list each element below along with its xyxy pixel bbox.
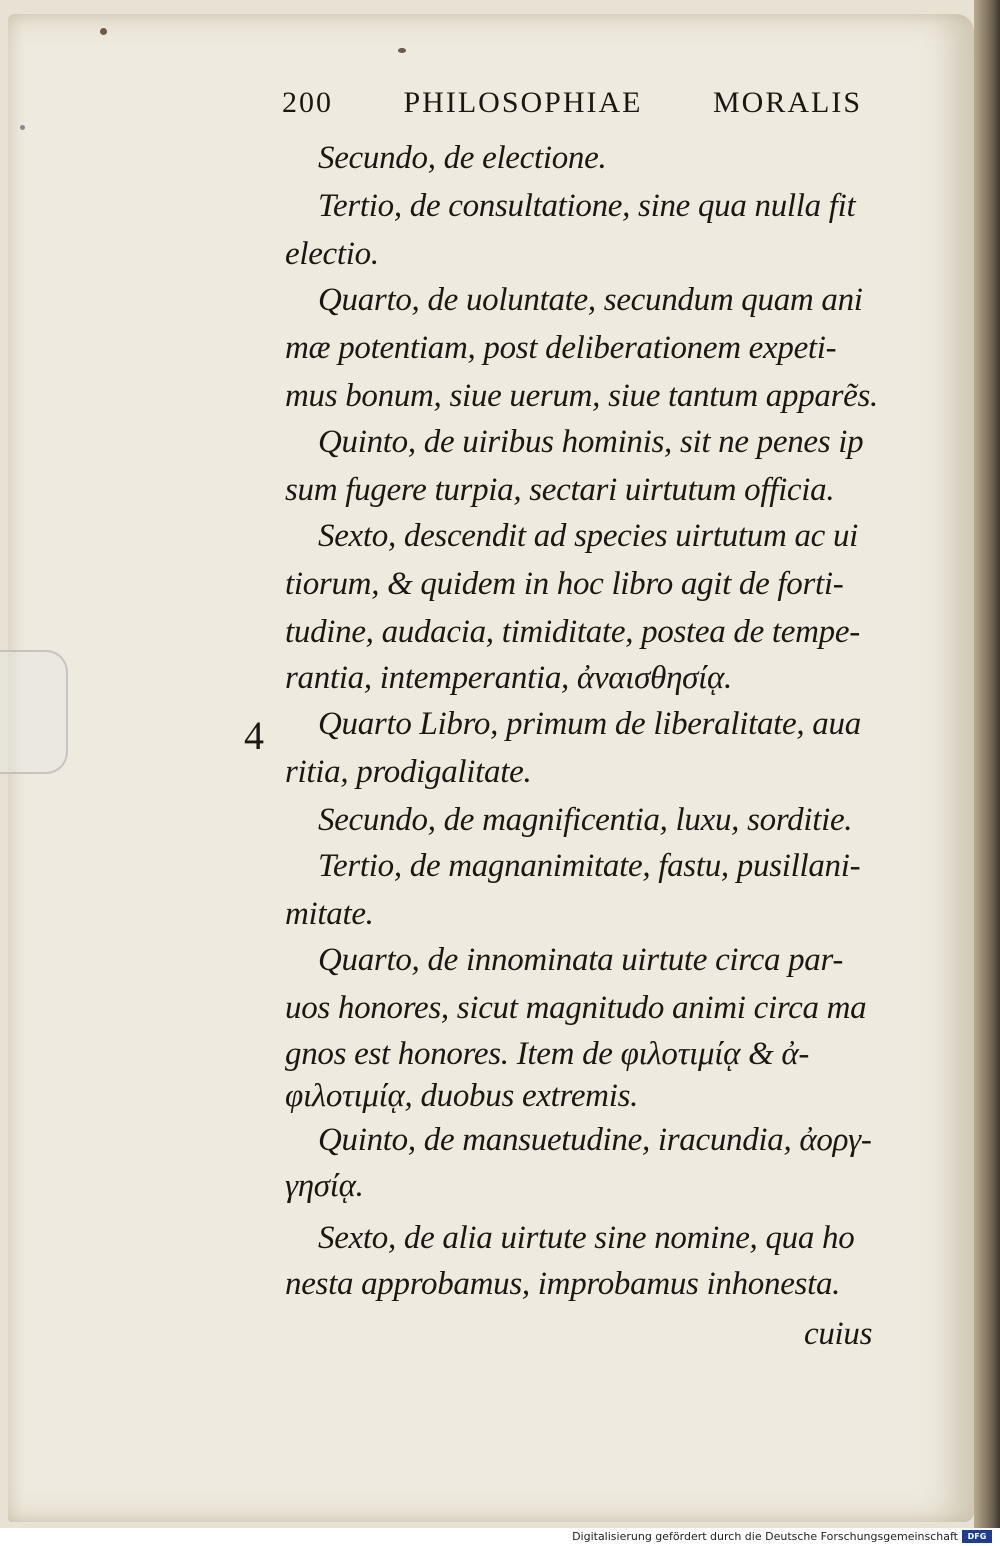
text-line: γησίᾳ.: [285, 1168, 364, 1204]
text-line: Quarto, de uoluntate, secundum quam ani: [318, 282, 863, 318]
dfg-logo: DFG: [962, 1530, 992, 1543]
text-line: mitate.: [285, 896, 374, 932]
page-edge-shadow: [974, 0, 1000, 1528]
text-line: Tertio, de magnanimitate, fastu, pusillani-: [318, 848, 861, 884]
running-title-part-1: PHILOSOPHIAE: [403, 86, 643, 119]
text-line: sum fugere turpia, sectari uirtutum officia.: [285, 472, 835, 508]
ink-spot: [20, 125, 25, 130]
text-line: Quinto, de mansuetudine, iracundia, ἀοργ-: [318, 1122, 872, 1158]
text-line: Secundo, de magnificentia, luxu, sorditie.: [318, 802, 853, 838]
text-line: uos honores, sicut magnitudo animi circa ma: [285, 990, 867, 1026]
margin-annotation: 4: [244, 713, 264, 758]
running-title-part-2: MORALIS: [712, 86, 862, 119]
page-number: 200: [282, 86, 333, 119]
text-line: mus bonum, siue uerum, siue tantum apparẽs.: [285, 378, 878, 414]
text-line: ritia, prodigalitate.: [285, 754, 532, 790]
text-line: Tertio, de consultatione, sine qua nulla fit: [318, 188, 856, 224]
text-line: electio.: [285, 236, 379, 272]
text-line: gnos est honores. Item de φιλοτιμίᾳ & ἀ-: [285, 1036, 810, 1072]
text-line: Sexto, de alia uirtute sine nomine, qua ho: [318, 1220, 855, 1256]
funding-credit: Digitalisierung gefördert durch die Deutsche Forschungsgemeinschaft: [572, 1530, 958, 1543]
text-line: Quinto, de uiribus hominis, sit ne penes ip: [318, 424, 864, 460]
text-line: Quarto, de innominata uirtute circa par-: [318, 942, 844, 978]
ink-spot: [100, 28, 107, 35]
ink-spot: [398, 48, 406, 53]
running-header: [282, 86, 862, 126]
catchword: cuius: [804, 1316, 873, 1352]
text-line: nesta approbamus, improbamus inhonesta.: [285, 1266, 841, 1302]
text-line: Quarto Libro, primum de liberalitate, aua: [318, 706, 861, 742]
text-line: φιλοτιμίᾳ, duobus extremis.: [285, 1078, 639, 1114]
text-line: tiorum, & quidem in hoc libro agit de forti-: [285, 566, 844, 602]
clip-mark: [0, 650, 68, 774]
text-line: rantia, intemperantia, ἀναισθησίᾳ.: [285, 660, 732, 696]
text-line: Secundo, de electione.: [318, 140, 607, 176]
text-line: Sexto, descendit ad species uirtutum ac ui: [318, 518, 859, 554]
text-line: mæ potentiam, post deliberationem expeti-: [285, 330, 837, 366]
text-line: tudine, audacia, timiditate, postea de tempe-: [285, 614, 860, 650]
